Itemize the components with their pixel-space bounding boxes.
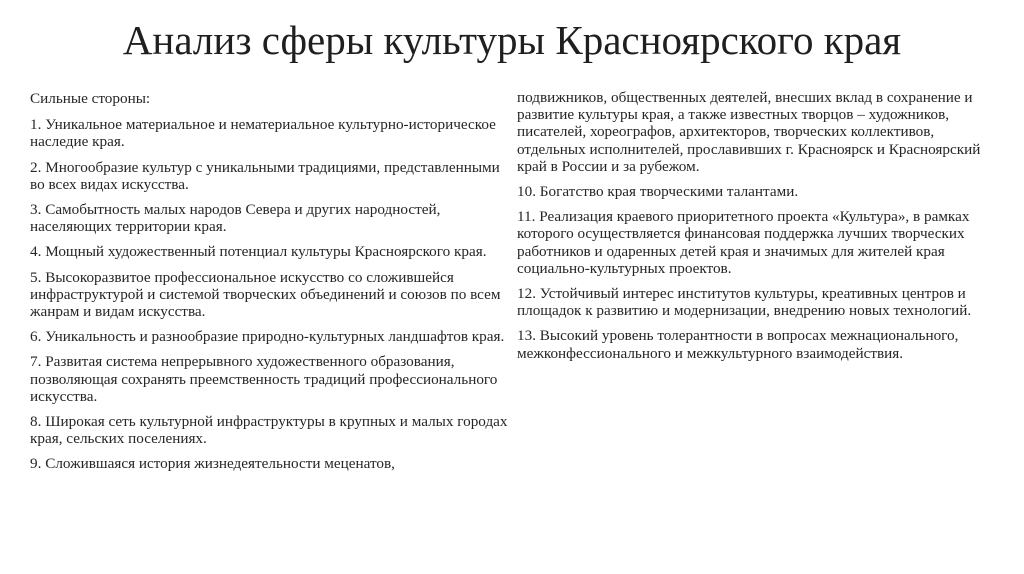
list-item: 4. Мощный художественный потенциал культуры Красноярского края. bbox=[30, 243, 487, 261]
list-item: 13. Высокий уровень толерантности в вопросах межнационального, межконфессионального и межкультурного взаимодействия. bbox=[517, 327, 959, 362]
left-column bbox=[30, 90, 516, 481]
list-item: 3. Самобытность малых народов Севера и других народностей, населяющих территории края. bbox=[30, 201, 441, 236]
list-item: 11. Реализация краевого приоритетного проекта «Культура», в рамках которого осуществляется финансовая поддержка лучших творческих работников и одаренных детей края и значимых для жителей края социально-культурных проектов. bbox=[517, 208, 970, 277]
list-item: 10. Богатство края творческими талантами. bbox=[517, 183, 799, 201]
right-column bbox=[517, 89, 991, 370]
list-item: 2. Многообразие культур с уникальными традициями, представленными во всех видах искусства. bbox=[30, 158, 500, 193]
slide-title: Анализ сферы культуры Красноярского края bbox=[122, 17, 902, 63]
list-item: 8. Широкая сеть культурной инфраструктуры в крупных и малых городах края, сельских поселениях. bbox=[30, 413, 508, 448]
list-item: 6. Уникальность и разнообразие природно-культурных ландшафтов края. bbox=[30, 328, 505, 346]
list-item: 5. Высокоразвитое профессиональное искусство со сложившейся инфраструктурой и системой творческих объединений и союзов по всем жанрам и видам искусства. bbox=[30, 268, 501, 321]
list-item: 7. Развитая система непрерывного художественного образования, позволяющая сохранять преемственность традиций профессионального искусства. bbox=[30, 353, 498, 405]
list-item: 12. Устойчивый интерес институтов культуры, креативных центров и площадок к развитию и модернизации, внедрению новых технологий. bbox=[517, 285, 972, 320]
list-item: подвижников, общественных деятелей, внесших вклад в сохранение и развитие культуры края, а также известных творцов – художников, писателей, хореографов, архитекторов, творческих коллективов, отдельных исполнителей, прославивших г. Красноярск и Красноярский край в России и за рубежом. bbox=[517, 89, 981, 175]
strengths-heading: Сильные стороны: bbox=[30, 90, 151, 107]
list-item: 1. Уникальное материальное и нематериальное культурно-историческое наследие края. bbox=[30, 116, 496, 151]
list-item: 9. Сложившаяся история жизнедеятельности меценатов, bbox=[30, 455, 395, 473]
